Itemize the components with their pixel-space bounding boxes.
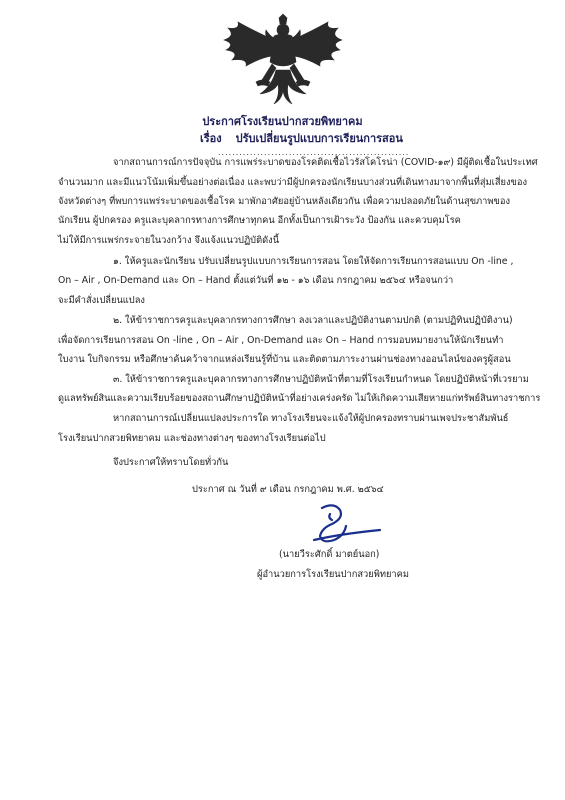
intro-line: นักเรียน ผู้ปกครอง ครูและบุคลากรทางการศึกษาทุกคน อีกทั้งเป็นการเฝ้าระวัง ป้องกัน และควบคุมโรค — [58, 215, 461, 226]
closing-line: โรงเรียนปากสวยพิทยาคม และช่องทางต่างๆ ของทางโรงเรียนต่อไป — [58, 433, 326, 444]
signer-name: (นายวีระศักดิ์ มาตย์นอก) — [279, 549, 380, 560]
subject-line — [200, 129, 403, 147]
item-2-line: เพื่อจัดการเรียนการสอน On -line , On – Air , On-Demand และ On – Hand การมอบหมายงานให้นักเรียนทำ — [58, 335, 504, 346]
signer-position: ผู้อำนวยการโรงเรียนปากสวยพิทยาคม — [257, 569, 409, 580]
item-2-line: ใบงาน ใบกิจกรรม หรือศึกษาค้นคว้าจากแหล่งเรียนรู้ที่บ้าน และติดตามภาระงานผ่านช่องทางออนไลน์ของครูผู้สอน — [58, 354, 511, 365]
item-3-line: ๓. ให้ข้าราชการครูและบุคลากรทางการศึกษาปฏิบัติหน้าที่ตามที่โรงเรียนกำหนด โดยปฏิบัติหน้าที่เวรยาม — [113, 374, 529, 385]
intro-line: ไม่ให้มีการแพร่กระจายในวงกว้าง จึงแจ้งแนวปฏิบัติดังนี้ — [58, 235, 280, 246]
intro-line: จำนวนมาก และมีแนวโน้มเพิ่มขึ้นอย่างต่อเนื่อง และพบว่ามีผู้ปกครองนักเรียนบางส่วนที่เดินทางมาจากพื้นที่สุ่มเสี่ยงของ — [58, 177, 527, 188]
signature-image — [300, 500, 390, 546]
title-separator: ...................................................... — [218, 148, 410, 157]
date-line: ประกาศ ณ วันที่ ๙ เดือน กรกฎาคม พ.ศ. ๒๕๖๔ — [192, 484, 384, 495]
intro-line: จากสถานการณ์การปัจจุบัน การแพร่ระบาดของโรคติดเชื้อไวรัสโคโรน่า (COVID-๑๙) มีผู้ติดเชื้อในประเทศ — [113, 157, 538, 168]
intro-line: จังหวัดต่างๆ ที่พบการแพร่ระบาดของเชื้อโรค มาพักอาศัยอยู่บ้านหลังเดียวกัน เพื่อความปลอดภัยในด้านสุขภาพของ — [58, 196, 511, 207]
subject-text: ปรับเปลี่ยนรูปแบบการเรียนการสอน — [235, 132, 403, 145]
item-1-line: ๑. ให้ครูและนักเรียน ปรับเปลี่ยนรูปแบบการเรียนการสอน โดยให้จัดการเรียนการสอนแบบ On -line , — [113, 256, 514, 267]
closing-line: หากสถานการณ์เปลี่ยนแปลงประการใด ทางโรงเรียนจะแจ้งให้ผู้ปกครองทราบผ่านเพจประชาสัมพันธ์ — [113, 413, 509, 424]
notice-line: จึงประกาศให้ทราบโดยทั่วกัน — [113, 457, 229, 468]
garuda-emblem-icon — [216, 14, 350, 106]
announcement-title: ประกาศโรงเรียนปากสวยพิทยาคม — [202, 115, 363, 128]
item-3-line: ดูแลทรัพย์สินและความเรียบร้อยของสถานศึกษาปฏิบัติหน้าที่อย่างเคร่งครัด ไม่ให้เกิดความเสียหายแก่ทรัพย์สินทางราชการ — [58, 393, 541, 404]
item-1-line: จะมีคำสั่งเปลี่ยนแปลง — [58, 295, 145, 306]
item-1-line: On – Air , On-Demand และ On – Hand ตั้งแต่วันที่ ๑๒ - ๑๖ เดือน กรกฎาคม ๒๕๖๔ หรือจนกว่า — [58, 275, 454, 286]
subject-label: เรื่อง — [200, 132, 222, 145]
item-2-line: ๒. ให้ข้าราชการครูและบุคลากรทางการศึกษา ลงเวลาและปฏิบัติงานตามปกติ (ตามปฏิทินปฏิบัติงาน) — [113, 315, 513, 326]
